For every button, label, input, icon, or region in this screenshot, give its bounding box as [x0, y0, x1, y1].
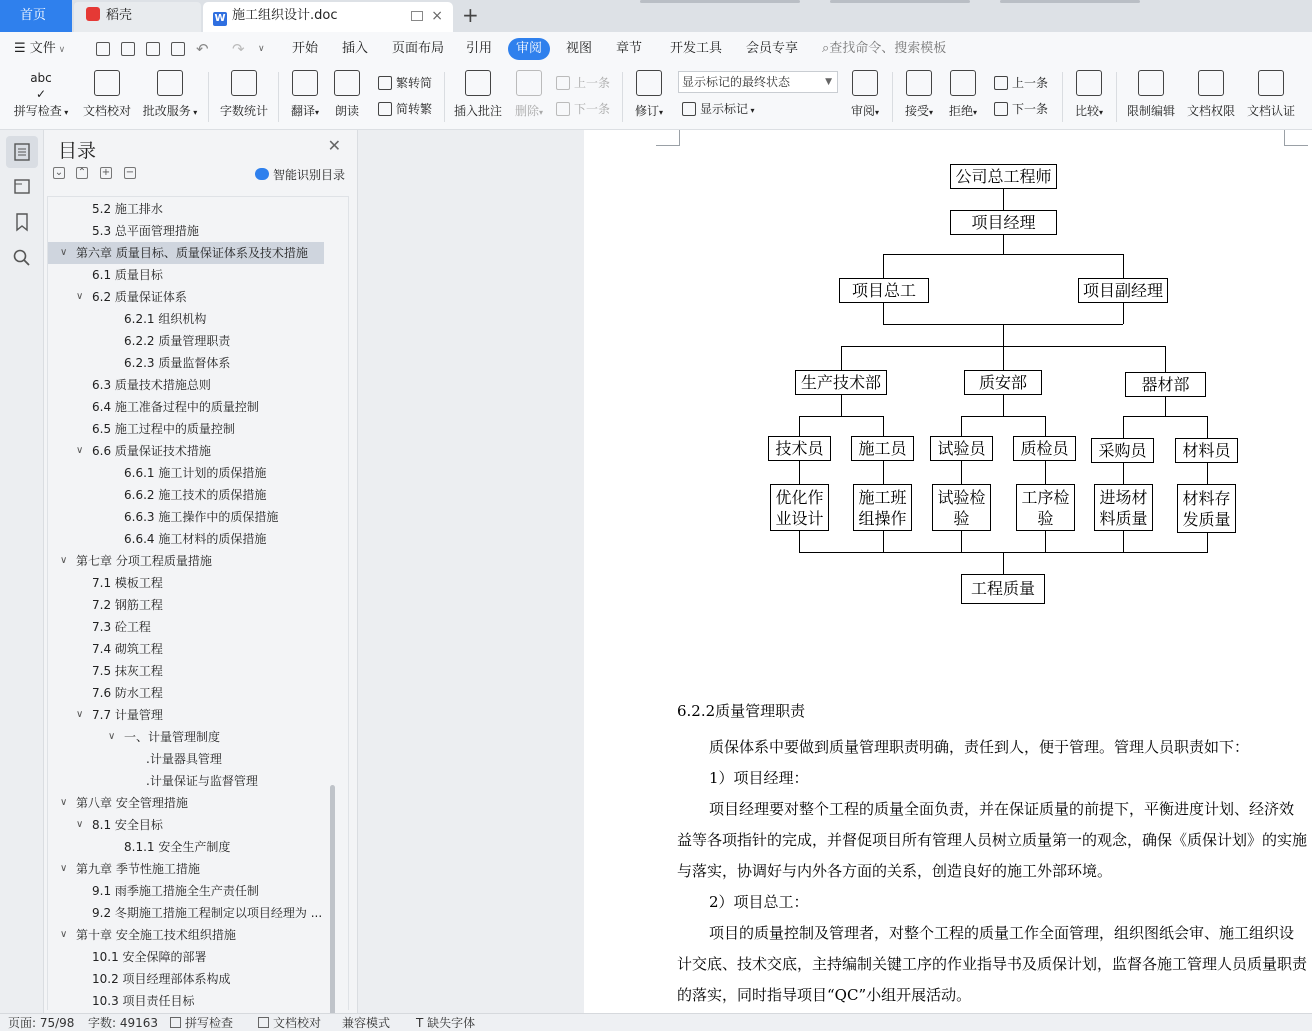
toc-item-label: 8.1.1 安全生产制度 — [124, 840, 231, 854]
show-markup-label: 显示标记 — [700, 102, 749, 116]
chart-line — [1123, 416, 1124, 438]
chevron-down-icon[interactable]: ∨ — [60, 797, 68, 808]
toc-item-label: 第十章 安全施工技术组织措施 — [76, 928, 236, 942]
proofread-status-label: 文档校对 — [273, 1016, 322, 1030]
next-change-label: 下一条 — [1012, 102, 1049, 116]
toc-item-label: 10.3 项目责任目标 — [92, 994, 195, 1008]
delete-comment-label: 删除 — [514, 104, 539, 118]
ribbon-separator — [278, 72, 279, 122]
missing-font-label: 缺失字体 — [427, 1016, 476, 1030]
org-box-department: 生产技术部 — [795, 370, 887, 395]
quick-access-more-icon[interactable]: ∨ — [258, 44, 265, 54]
org-box-duty: 工序检验 — [1016, 484, 1075, 531]
ribbon-separator — [208, 72, 209, 122]
toc-item-label: 第八章 安全管理措施 — [76, 796, 188, 810]
search-icon[interactable] — [12, 248, 32, 268]
tab-home[interactable]: 首页 — [0, 0, 72, 32]
tab-daoke-label: 稻壳 — [106, 8, 133, 23]
section-heading: 6.2.2质量管理职责 — [677, 702, 806, 720]
chart-line — [883, 254, 1123, 255]
chevron-down-icon: ∨ — [55, 45, 66, 55]
word-count-indicator[interactable]: 字数: 49163 — [88, 1016, 159, 1030]
menu-file-label: 文件 — [29, 41, 56, 56]
toc-item[interactable] — [48, 748, 348, 770]
chart-line — [799, 530, 800, 552]
search-icon: ⌕ — [822, 41, 830, 56]
toc-item[interactable] — [48, 770, 348, 792]
read-aloud-label: 朗读 — [334, 104, 359, 118]
chart-line — [799, 460, 800, 484]
paragraph: 1）项目经理： — [709, 769, 809, 787]
remove-level-icon[interactable]: − — [125, 167, 135, 178]
missing-font-button[interactable] — [416, 1014, 475, 1031]
toc-item-label: .计量保证与监督管理 — [146, 774, 258, 788]
track-changes-icon — [636, 70, 662, 96]
simp-to-trad-label: 简转繁 — [396, 102, 433, 116]
toc-item[interactable] — [48, 440, 348, 462]
dock-window-icon[interactable] — [411, 11, 423, 21]
doc-permission-label: 文档权限 — [1186, 104, 1235, 118]
org-box-deputy-manager: 项目副经理 — [1078, 278, 1168, 303]
toc-item-label: 9.2 冬期施工措施工程制定以项目经理为 ... — [92, 906, 323, 920]
menu-review[interactable]: 审阅 — [508, 38, 550, 60]
markup-state-select[interactable] — [678, 71, 838, 93]
toc-item-label: 一、计量管理制度 — [124, 730, 221, 744]
toc-item-label: 6.5 施工过程中的质量控制 — [92, 422, 235, 436]
compare-button[interactable]: 比较▾ — [1070, 70, 1108, 119]
chart-line — [883, 416, 884, 436]
save-icon[interactable] — [96, 42, 110, 56]
command-search-placeholder: 查找命令、搜索模板 — [829, 41, 947, 56]
org-box-department: 质安部 — [964, 370, 1042, 395]
toc-item[interactable] — [48, 308, 348, 330]
toc-item-label: 6.2 质量保证体系 — [92, 290, 187, 304]
chevron-down-icon[interactable]: ∨ — [60, 247, 68, 258]
tab-decoration — [830, 0, 970, 3]
trad-to-simp-icon — [378, 76, 392, 90]
accept-button[interactable]: 接受▾ — [900, 70, 938, 119]
org-box-role: 试验员 — [930, 436, 993, 461]
toc-item-label: 6.3 质量技术措施总则 — [92, 378, 211, 392]
word-count-icon — [231, 70, 257, 96]
org-box-duty: 试验检验 — [932, 484, 991, 531]
toc-item[interactable] — [48, 902, 348, 924]
shield-icon — [1258, 70, 1284, 96]
trad-to-simp-button[interactable] — [378, 74, 432, 91]
toc-item-label: 7.1 模板工程 — [92, 576, 163, 590]
review-ribbon — [0, 66, 1312, 130]
document-page[interactable] — [584, 130, 1312, 1013]
translate-button[interactable]: 翻译▾ — [286, 70, 324, 119]
permission-icon — [1198, 70, 1224, 96]
chart-line — [961, 416, 962, 436]
toc-item[interactable] — [48, 484, 348, 506]
prev-change-button[interactable] — [994, 74, 1048, 91]
toc-item-label: 7.5 抹灰工程 — [92, 664, 163, 678]
restrict-edit-button[interactable] — [1124, 70, 1178, 119]
chart-line — [1123, 302, 1124, 324]
toc-item-label: 第七章 分项工程质量措施 — [76, 554, 212, 568]
word-count-button[interactable] — [218, 70, 270, 119]
chart-line — [1003, 552, 1004, 574]
org-box-project-chief: 项目总工 — [839, 278, 929, 303]
toc-item-label: 6.6.2 施工技术的质保措施 — [124, 488, 267, 502]
toc-item[interactable] — [48, 550, 348, 572]
accept-icon — [906, 70, 932, 96]
proofread-toggle[interactable] — [258, 1014, 321, 1031]
close-tab-icon[interactable]: × — [431, 8, 443, 24]
export-pdf-icon[interactable] — [121, 42, 135, 56]
toc-item[interactable] — [48, 616, 348, 638]
chart-line — [1003, 394, 1004, 416]
org-box-duty: 材料存发质量 — [1177, 484, 1236, 533]
toc-item-label: 6.1 质量目标 — [92, 268, 163, 282]
menu-insert[interactable]: 插入 — [342, 41, 369, 56]
org-box-department: 器材部 — [1125, 372, 1206, 397]
compare-icon — [1076, 70, 1102, 96]
simp-to-trad-icon — [378, 102, 392, 116]
prev-change-icon — [994, 76, 1008, 90]
smart-identify-toc-button[interactable] — [255, 166, 345, 183]
delete-comment-icon — [516, 70, 542, 96]
toc-item[interactable] — [48, 792, 348, 814]
chevron-down-icon[interactable]: ∨ — [76, 709, 84, 720]
doc-certify-label: 文档认证 — [1246, 104, 1295, 118]
checkbox-icon — [258, 1017, 269, 1028]
org-box-role: 施工员 — [851, 436, 914, 461]
toc-item[interactable] — [48, 374, 348, 396]
toc-item-label: 5.3 总平面管理措施 — [92, 224, 199, 238]
doc-permission-button[interactable] — [1184, 70, 1238, 119]
spell-check-toggle[interactable] — [170, 1014, 233, 1031]
toc-item-label: 5.2 施工排水 — [92, 202, 163, 216]
toc-item-label: 6.6.4 施工材料的质保措施 — [124, 532, 267, 546]
org-box-duty: 进场材料质量 — [1094, 484, 1153, 531]
track-changes-label: 修订 — [634, 104, 659, 118]
chevron-down-icon[interactable]: ∨ — [76, 445, 84, 456]
chart-line — [1045, 460, 1046, 484]
add-level-icon[interactable]: + — [101, 167, 111, 178]
org-box-result: 工程质量 — [961, 574, 1045, 604]
show-markup-button[interactable]: 显示标记 ▾ — [682, 100, 755, 117]
doc-certify-button[interactable] — [1244, 70, 1298, 119]
toc-item[interactable] — [48, 968, 348, 990]
ribbon-separator — [444, 72, 445, 122]
toc-item-label: 6.2.2 质量管理职责 — [124, 334, 231, 348]
toc-item[interactable] — [48, 330, 348, 352]
menu-file[interactable] — [14, 32, 65, 67]
next-comment-label: 下一条 — [574, 102, 611, 116]
prev-comment-label: 上一条 — [574, 76, 611, 90]
crop-mark — [1284, 130, 1308, 146]
chart-line — [1045, 530, 1046, 552]
toc-item[interactable] — [48, 572, 348, 594]
chart-line — [883, 530, 884, 552]
compare-label: 比较 — [1074, 104, 1099, 118]
menu-view[interactable]: 视图 — [566, 41, 593, 56]
menu-section[interactable]: 章节 — [616, 41, 643, 56]
reject-button[interactable]: 拒绝▾ — [944, 70, 982, 119]
review-pane-label: 审阅 — [850, 104, 875, 118]
org-box-role: 采购员 — [1091, 438, 1154, 463]
toc-item-label: 第九章 季节性施工措施 — [76, 862, 200, 876]
chevron-down-icon[interactable]: ∨ — [60, 555, 68, 566]
spell-check-status-label: 拼写检查 — [185, 1016, 234, 1030]
title-tab-bar — [0, 0, 1312, 32]
chart-line — [883, 254, 884, 278]
paragraph: 项目的质量控制及管理者，对整个工程的质量工作全面管理，组织图纸会审、施工组织设计交底、技术交底，主持编制关键工序的作业指导书及质保计划，监督各施工管理人员质量职责的落实，同时指导项目“QC”小组开展活动。 — [677, 924, 1308, 1004]
toc-item-label: 10.2 项目经理部体系构成 — [92, 972, 231, 986]
toc-panel-icon[interactable] — [12, 142, 32, 162]
chart-line — [1207, 532, 1208, 552]
ribbon-separator — [892, 72, 893, 122]
menu-references[interactable]: 引用 — [466, 41, 493, 56]
menu-page-layout[interactable]: 页面布局 — [392, 41, 445, 56]
read-aloud-icon — [334, 70, 360, 96]
toc-item-label: 9.1 雨季施工措施全生产责任制 — [92, 884, 259, 898]
simp-to-trad-button[interactable] — [378, 100, 432, 117]
chart-line — [961, 460, 962, 484]
insert-comment-label: 插入批注 — [453, 104, 502, 118]
toc-item[interactable] — [48, 242, 324, 264]
proofread-icon — [94, 70, 120, 96]
undo-icon[interactable]: ↶ — [196, 40, 209, 58]
toc-item-label: 7.4 砌筑工程 — [92, 642, 163, 656]
toc-item-label: 6.6.1 施工计划的质保措施 — [124, 466, 267, 480]
toc-item-label: .计量器具管理 — [146, 752, 222, 766]
chart-line — [799, 416, 883, 417]
canvas-background — [358, 130, 584, 1013]
spell-check-button[interactable]: abc ✓ 拼写检查 ▾ — [13, 71, 69, 118]
nav-icon-strip — [0, 130, 44, 1013]
toc-item[interactable] — [48, 858, 348, 880]
close-icon[interactable]: ✕ — [327, 136, 341, 155]
toc-item[interactable] — [48, 880, 348, 902]
org-box-role: 技术员 — [768, 436, 831, 461]
tab-daoke[interactable] — [74, 2, 201, 32]
toc-item[interactable] — [48, 462, 348, 484]
next-change-button[interactable] — [994, 100, 1048, 117]
command-search[interactable] — [822, 32, 946, 66]
toc-item[interactable] — [48, 198, 348, 220]
toc-list — [47, 196, 349, 1010]
crop-mark — [656, 130, 680, 146]
collapse-all-icon[interactable]: ⌄ — [54, 167, 64, 178]
org-box-duty: 优化作业设计 — [770, 484, 829, 531]
chevron-down-icon[interactable]: ∨ — [76, 291, 84, 302]
chart-line — [961, 530, 962, 552]
translate-label: 翻译 — [290, 104, 315, 118]
toc-item[interactable] — [48, 946, 348, 968]
chart-line — [883, 302, 884, 324]
toc-item-label: 10.1 安全保障的部署 — [92, 950, 207, 964]
toc-item-label: 7.7 计量管理 — [92, 708, 163, 722]
bookmark-icon[interactable] — [12, 212, 32, 232]
toc-item[interactable] — [48, 220, 348, 242]
redo-icon[interactable]: ↷ — [232, 40, 245, 58]
toc-item-label: 6.4 施工准备过程中的质量控制 — [92, 400, 259, 414]
track-changes-button[interactable]: 修订▾ — [630, 70, 668, 119]
toc-title: 目录 — [58, 140, 97, 162]
toc-item-label: 7.6 防水工程 — [92, 686, 163, 700]
smart-identify-label: 智能识别目录 — [272, 168, 345, 182]
toc-item-label: 7.2 钢筋工程 — [92, 598, 163, 612]
restrict-edit-label: 限制编辑 — [1126, 104, 1175, 118]
toc-item[interactable] — [48, 660, 348, 682]
expand-up-icon[interactable]: ⌃ — [77, 167, 87, 178]
writer-logo-icon: W — [214, 13, 226, 24]
accept-label: 接受 — [904, 104, 929, 118]
font-icon: T — [416, 1016, 428, 1030]
next-change-icon — [994, 102, 1008, 116]
next-comment-button[interactable] — [556, 100, 610, 117]
toc-item[interactable] — [48, 396, 348, 418]
toc-item-label: 7.3 砼工程 — [92, 620, 151, 634]
chevron-down-icon[interactable]: ∨ — [60, 929, 68, 940]
trad-to-simp-label: 繁转简 — [396, 76, 433, 90]
chart-line — [883, 460, 884, 484]
batch-service-label: 批改服务 — [142, 104, 191, 118]
read-aloud-button[interactable] — [330, 70, 364, 119]
toc-item-label: 6.2.1 组织机构 — [124, 312, 207, 326]
toc-item[interactable] — [48, 814, 348, 836]
menu-bar — [0, 32, 1312, 66]
toc-item[interactable] — [48, 264, 348, 286]
org-box-role: 材料员 — [1175, 438, 1238, 463]
prev-comment-button[interactable] — [556, 74, 610, 91]
chart-line — [1123, 254, 1124, 278]
reject-icon — [950, 70, 976, 96]
toc-item[interactable] — [48, 594, 348, 616]
batch-service-icon — [157, 70, 183, 96]
tab-document[interactable] — [203, 2, 453, 32]
spell-check-icon: abc ✓ — [30, 71, 52, 101]
menu-member[interactable]: 会员专享 — [746, 41, 799, 56]
reject-label: 拒绝 — [948, 104, 973, 118]
chart-line — [841, 394, 842, 416]
chart-line — [961, 416, 1045, 417]
batch-service-button[interactable]: 批改服务 ▾ — [140, 70, 200, 119]
toc-item[interactable] — [48, 924, 348, 946]
org-box-duty: 施工班组操作 — [853, 484, 912, 531]
translate-icon — [292, 70, 318, 96]
prev-comment-icon — [556, 76, 570, 90]
lock-icon — [1138, 70, 1164, 96]
org-box-role: 质检员 — [1013, 436, 1076, 461]
page-indicator[interactable]: 页面: 75/98 — [8, 1016, 75, 1030]
toc-panel — [44, 130, 358, 1013]
toc-item-label: 6.6 质量保证技术措施 — [92, 444, 211, 458]
toc-item[interactable] — [48, 506, 348, 528]
chart-line — [1045, 416, 1046, 436]
chevron-down-icon[interactable]: ∨ — [108, 731, 116, 742]
review-pane-button[interactable]: 审阅▾ — [846, 70, 884, 119]
tab-document-label: 施工组织设计.doc — [232, 8, 338, 23]
org-box-project-manager: 项目经理 — [950, 210, 1057, 235]
chevron-down-icon[interactable]: ∨ — [76, 819, 84, 830]
chart-line — [1123, 530, 1124, 552]
compat-mode-indicator: 兼容模式 — [342, 1016, 391, 1030]
chart-line — [1123, 462, 1124, 484]
chevron-down-icon[interactable]: ∨ — [60, 863, 68, 874]
toc-item[interactable] — [48, 682, 348, 704]
toc-item[interactable] — [48, 990, 348, 1010]
dropdown-arrow-icon: ▼ — [825, 77, 832, 87]
toc-scrollbar[interactable] — [330, 785, 335, 1031]
chart-line — [1123, 416, 1207, 417]
org-box-chief-engineer: 公司总工程师 — [950, 164, 1057, 189]
menu-developer[interactable]: 开发工具 — [670, 41, 723, 56]
chart-line — [1207, 462, 1208, 484]
new-tab-button[interactable]: + — [462, 3, 479, 27]
toc-item-label: 第六章 质量目标、质量保证体系及技术措施 — [76, 246, 308, 260]
review-pane-icon — [852, 70, 878, 96]
chart-line — [841, 346, 842, 370]
markup-state-value: 显示标记的最终状态 — [682, 75, 791, 89]
toc-item[interactable] — [48, 352, 348, 374]
chart-line — [1165, 396, 1166, 416]
show-markup-icon — [682, 102, 696, 116]
tab-decoration — [1000, 0, 1140, 3]
toc-item[interactable] — [48, 528, 348, 550]
prev-change-label: 上一条 — [1012, 76, 1049, 90]
toc-item[interactable] — [48, 286, 348, 308]
toc-item-label: 6.2.3 质量监督体系 — [124, 356, 231, 370]
hamburger-icon: ☰ — [14, 41, 30, 56]
status-bar — [0, 1013, 1312, 1031]
daoke-logo-icon — [86, 7, 100, 21]
chart-line — [1003, 188, 1004, 212]
ribbon-separator — [622, 72, 623, 122]
doc-proofread-button[interactable] — [80, 70, 134, 119]
chart-line — [1207, 416, 1208, 438]
toc-item[interactable] — [48, 704, 348, 726]
toc-item[interactable] — [48, 638, 348, 660]
insert-comment-button[interactable] — [452, 70, 504, 119]
ribbon-separator — [1062, 72, 1063, 122]
chart-line — [1165, 346, 1166, 372]
chart-line — [1003, 346, 1004, 370]
spell-check-label: 拼写检查 — [13, 104, 62, 118]
print-preview-icon[interactable] — [171, 42, 185, 56]
next-comment-icon — [556, 102, 570, 116]
word-count-label: 字数统计 — [219, 104, 268, 118]
chart-line — [1003, 324, 1004, 346]
toc-item-label: 6.6.3 施工操作中的质保措施 — [124, 510, 279, 524]
chart-line — [1003, 234, 1004, 254]
chapter-nav-icon[interactable] — [12, 176, 32, 196]
tab-decoration — [640, 0, 800, 3]
toc-item[interactable] — [48, 836, 348, 858]
toc-item-label: 8.1 安全目标 — [92, 818, 163, 832]
paragraph: 项目经理要对整个工程的质量全面负责，并在保证质量的前提下，平衡进度计划、经济效益等各项指针的完成，并督促项目所有管理人员树立质量第一的观念，确保《质保计划》的实施与落实，协调好与内外各方面的关系，创造良好的施工外部环境。 — [677, 800, 1308, 880]
menu-start[interactable]: 开始 — [292, 41, 319, 56]
toc-item[interactable] — [48, 418, 348, 440]
checkbox-icon — [170, 1017, 181, 1028]
chart-line — [799, 416, 800, 436]
ribbon-separator — [1116, 72, 1117, 122]
insert-comment-icon — [465, 70, 491, 96]
print-icon[interactable] — [146, 42, 160, 56]
delete-comment-button[interactable]: 删除▾ — [510, 70, 548, 119]
paragraph: 质保体系中要做到质量管理职责明确，责任到人，便于管理。管理人员职责如下： — [709, 738, 1250, 756]
paragraph: 2）项目总工： — [709, 893, 809, 911]
ai-bot-icon — [255, 168, 269, 180]
doc-proofread-label: 文档校对 — [82, 104, 131, 118]
toc-item[interactable] — [48, 726, 348, 748]
